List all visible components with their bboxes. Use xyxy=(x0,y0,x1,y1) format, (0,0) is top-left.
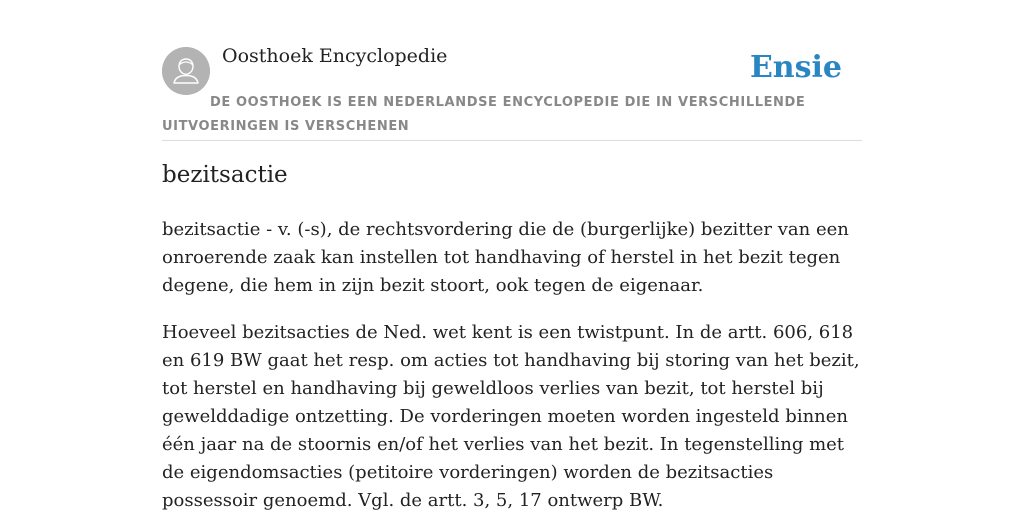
entry-paragraph: bezitsactie - v. (-s), de rechtsvordering die de (burgerlijke) bezitter van een onroerende zaak kan instellen tot handhaving of herstel in het bezit tegen degene, die hem in zijn bezit stoort, ook tegen de eigenaar. xyxy=(162,219,849,296)
site-title[interactable]: Oosthoek Encyclopedie xyxy=(222,45,448,67)
entry-body xyxy=(162,216,862,512)
header xyxy=(162,0,862,141)
user-silhouette-icon xyxy=(162,47,210,95)
user-avatar-icon[interactable] xyxy=(162,47,210,95)
site-tagline: DE OOSTHOEK IS EEN NEDERLANDSE ENCYCLOPEDIE DIE IN VERSCHILLENDE UITVOERINGEN IS VERSCHENEN xyxy=(162,95,806,134)
entry-title: bezitsactie xyxy=(162,162,288,188)
entry-paragraph: Hoeveel bezitsacties de Ned. wet kent is een twistpunt. In de artt. 606, 618 en 619 BW gaat het resp. om acties tot handhaving bij storing van het bezit, tot herstel en handhaving bij geweldloos verlies van bezit, tot herstel bij gewelddadige ontzetting. De vorderingen moeten worden ingesteld binnen één jaar na de stoornis en/of het verlies van het bezit. In tegenstelling met de eigendomsacties (petitoire vorderingen) worden de bezitsacties possessoir genoemd. Vgl. de artt. 3, 5, 17 ontwerp BW. xyxy=(162,322,860,511)
brand-logo[interactable]: Ensie xyxy=(749,50,842,85)
page xyxy=(162,0,862,512)
